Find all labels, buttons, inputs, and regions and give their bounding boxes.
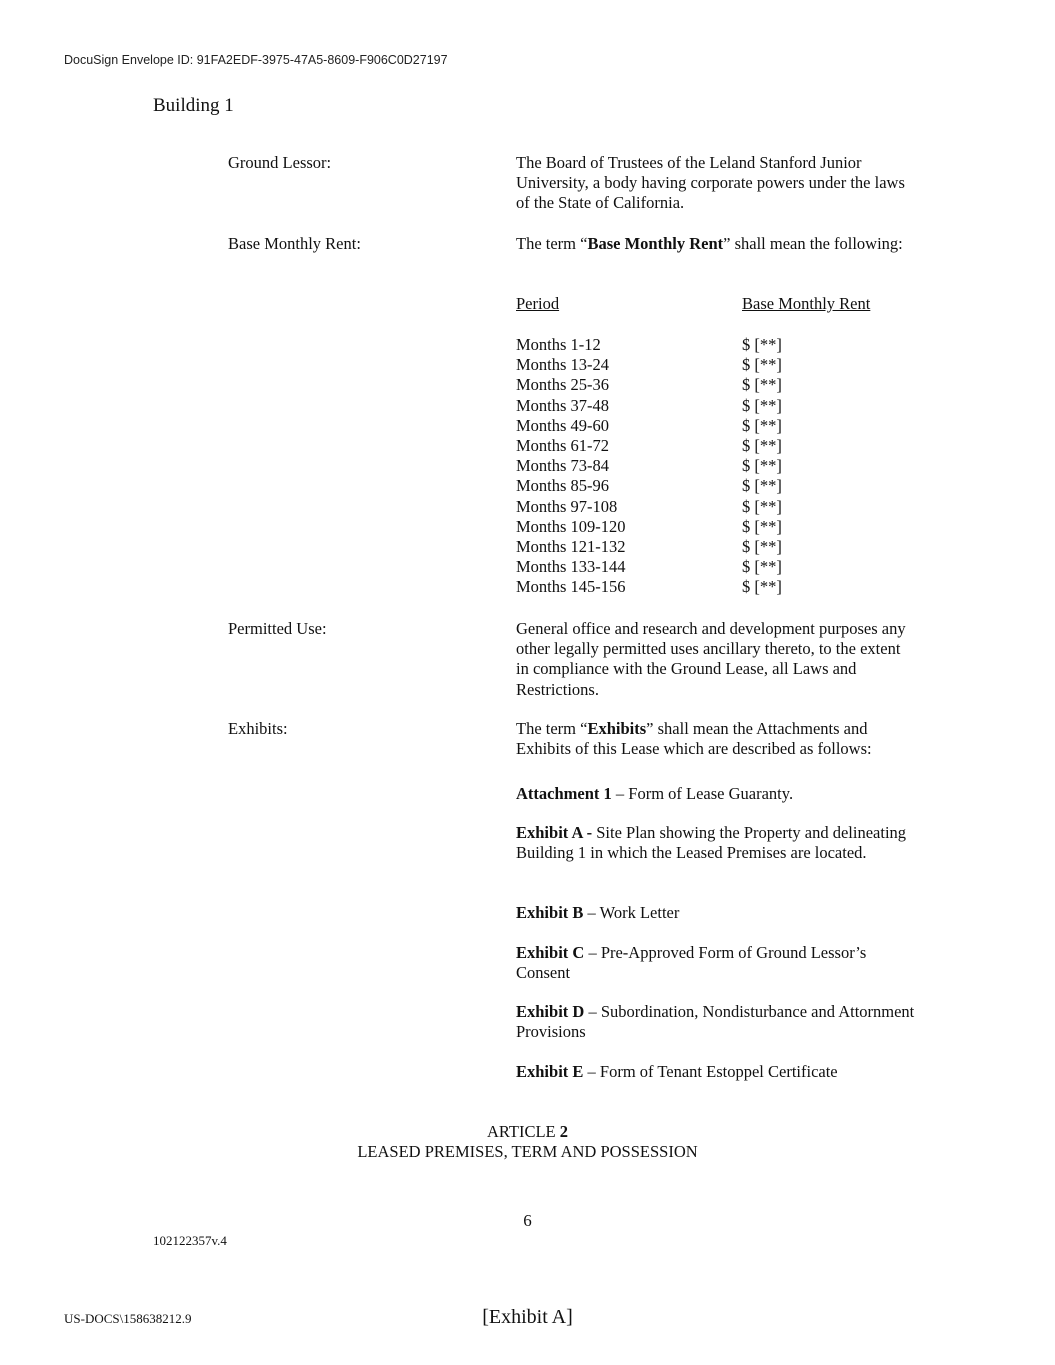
rent-schedule-row: [516, 416, 916, 436]
exhibit-item-text: – Form of Lease Guaranty.: [611, 784, 794, 803]
rent-schedule-row: [516, 456, 916, 476]
rent-amount: $ [**]: [742, 355, 782, 375]
exhibit-item-b: [516, 903, 916, 923]
exhibit-item-text: – Work Letter: [583, 903, 680, 922]
exhibit-item-title: Exhibit C: [516, 943, 585, 962]
rent-schedule-row: [516, 375, 916, 395]
base-monthly-rent-definition: [516, 234, 916, 254]
rent-amount: $ [**]: [742, 395, 782, 415]
rent-period: Months 109-120: [516, 516, 626, 536]
exhibit-item-a: [516, 823, 916, 863]
rent-amount: $ [**]: [742, 335, 782, 354]
exhibits-definition: [516, 719, 916, 759]
rent-period: Months 85-96: [516, 476, 610, 496]
rent-period: Months 25-36: [516, 375, 610, 395]
rent-period: Months 49-60: [516, 415, 610, 435]
exhibit-item-title: Exhibit D: [516, 1002, 585, 1021]
exhibit-item-title: Exhibit E: [516, 1062, 584, 1081]
exhibits-label: Exhibits:: [228, 719, 288, 738]
rent-schedule-row: [516, 557, 916, 577]
rent-amount: $ [**]: [742, 557, 782, 577]
docusign-envelope-id: DocuSign Envelope ID: 91FA2EDF-3975-47A5-8609-F906C0D27197: [64, 53, 448, 67]
rent-schedule-table: [516, 294, 916, 597]
rent-period: Months 61-72: [516, 435, 610, 455]
rent-amount: $ [**]: [742, 577, 782, 597]
ground-lessor-label: Ground Lessor:: [228, 153, 332, 172]
rent-amount: $ [**]: [742, 476, 782, 496]
rent-period: Months 37-48: [516, 395, 610, 415]
rent-amount: $ [**]: [742, 496, 782, 516]
permitted-use-label: Permitted Use:: [228, 619, 327, 638]
article-number-text: ARTICLE: [486, 1122, 560, 1141]
rent-schedule-row: [516, 517, 916, 537]
rent-schedule-row: [516, 396, 916, 416]
rent-period: Months 97-108: [516, 496, 618, 516]
exhibit-item-text: Site Plan showing the Property and delineating Building 1 in which the Leased Premises are located.: [516, 823, 907, 863]
exhibit-item-title: Attachment 1: [516, 784, 612, 803]
rent-amount: $ [**]: [742, 435, 782, 455]
exhibit-item-title: Exhibit A -: [516, 823, 593, 842]
rent-schedule-row: [516, 335, 916, 355]
exhibit-footer-label: [Exhibit A]: [482, 1306, 573, 1328]
rent-period: Months 145-156: [516, 577, 626, 597]
rent-period: Months 1-12: [516, 335, 601, 354]
rent-period: Months 13-24: [516, 355, 610, 375]
exhibits-intro-post: ” shall mean the Attachments and Exhibits of this Lease which are described as follows:: [516, 719, 872, 759]
article-title: LEASED PREMISES, TERM AND POSSESSION: [357, 1142, 698, 1161]
rent-schedule-row: [516, 537, 916, 557]
exhibit-item-text: – Subordination, Nondisturbance and Attornment Provisions: [516, 1002, 915, 1042]
article-number-value: 2: [559, 1122, 569, 1141]
rent-amount: $ [**]: [742, 456, 782, 476]
rent-period: Months 73-84: [516, 456, 610, 476]
rent-intro-pre: The term “: [516, 234, 588, 253]
exhibits-intro-pre: The term “: [516, 719, 588, 738]
rent-schedule-row: [516, 355, 916, 375]
section-title: Building 1: [153, 95, 234, 116]
rent-period: Months 133-144: [516, 557, 626, 577]
exhibit-item-attachment-1: [516, 784, 916, 804]
rent-period: Months 121-132: [516, 536, 626, 556]
period-column-header: Period: [516, 294, 560, 313]
rent-schedule-row: [516, 577, 916, 597]
rent-amount: $ [**]: [742, 516, 782, 536]
base-monthly-rent-label: Base Monthly Rent:: [228, 234, 361, 253]
exhibit-item-e: [516, 1062, 916, 1082]
rent-amount: $ [**]: [742, 375, 782, 395]
page-number: 6: [523, 1211, 532, 1230]
article-number: [0, 1122, 1055, 1142]
rent-schedule-rows: [516, 335, 916, 597]
ground-lessor-value: The Board of Trustees of the Leland Stanford Junior University, a body having corporate powers under the laws of the State of California.: [516, 153, 905, 213]
document-version: 102122357v.4: [153, 1233, 227, 1248]
exhibit-item-text: – Pre-Approved Form of Ground Lessor’s Consent: [516, 943, 867, 983]
rent-intro-post: ” shall mean the following:: [723, 234, 903, 253]
exhibit-item-d: [516, 1002, 916, 1042]
exhibit-item-c: [516, 943, 916, 983]
rent-schedule-header: [516, 294, 916, 314]
exhibit-item-text: – Form of Tenant Estoppel Certificate: [583, 1062, 838, 1081]
rent-column-header: Base Monthly Rent: [742, 294, 871, 313]
rent-schedule-row: [516, 476, 916, 496]
rent-amount: $ [**]: [742, 536, 782, 556]
exhibit-item-title: Exhibit B: [516, 903, 584, 922]
rent-schedule-row: [516, 436, 916, 456]
document-reference: US-DOCS\158638212.9: [64, 1311, 192, 1326]
rent-schedule-row: [516, 497, 916, 517]
rent-intro-term: Base Monthly Rent: [587, 234, 724, 253]
permitted-use-value: General office and research and development purposes any other legally permitted uses ancillary thereto, to the extent in compliance with the Ground Lease, all Laws and Restrictions.: [516, 619, 906, 699]
exhibits-intro-term: Exhibits: [587, 719, 647, 738]
rent-amount: $ [**]: [742, 415, 782, 435]
